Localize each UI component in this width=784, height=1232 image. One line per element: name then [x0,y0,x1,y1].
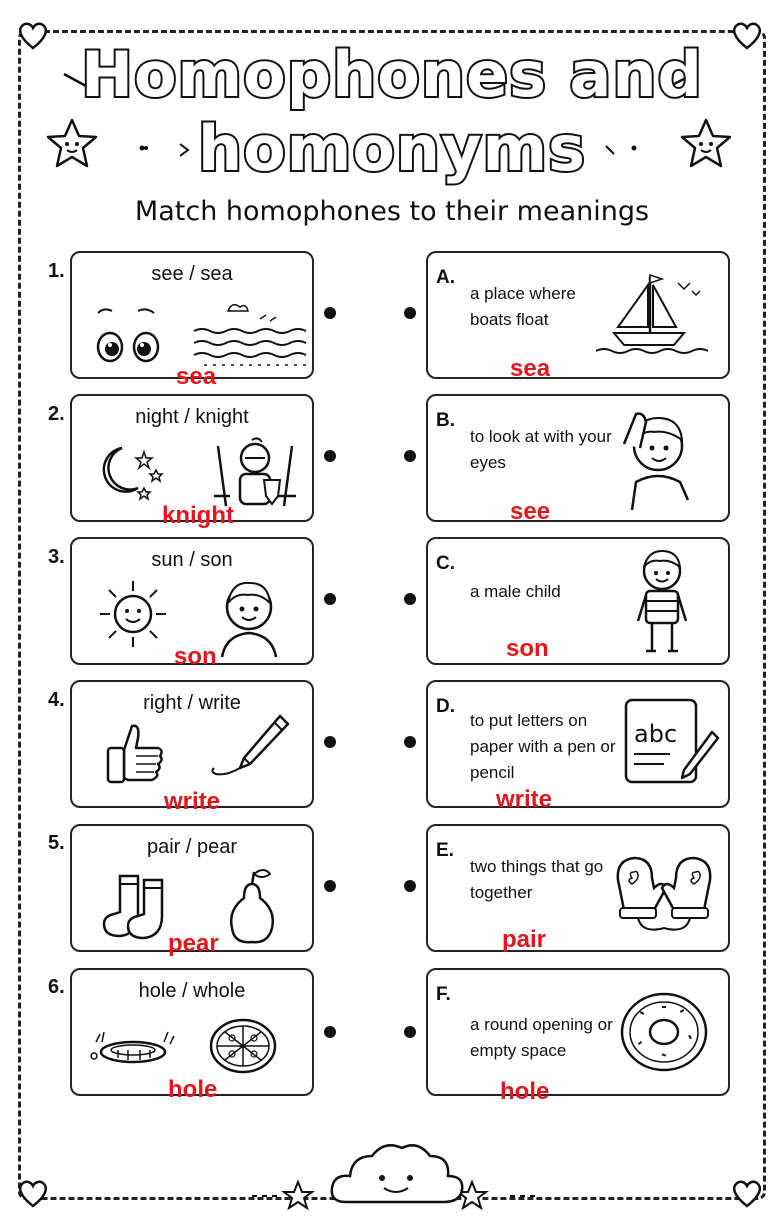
moon-stars-icon [94,442,170,502]
sailboat-icon [596,269,708,361]
match-dot-left[interactable] [324,880,336,892]
donut-icon [618,990,710,1074]
answer-text: hole [500,1078,550,1105]
eyes-icon [94,305,164,365]
answer-text: see [510,498,551,525]
homophone-pair: sun / son [151,549,233,571]
sun-icon [96,577,170,651]
boy-icon [220,575,278,657]
instructions: Match homophones to their meanings [134,196,650,227]
meaning-card [426,824,730,952]
cloud-and-stars-decoration [250,1130,540,1210]
heart-icon [16,1176,50,1210]
item-letter: E. [436,840,454,861]
homophone-card [70,680,314,815]
pizza-icon [208,1016,278,1076]
meaning-text: to look at with your eyes [470,427,612,472]
standing-boy-icon [632,547,692,657]
match-dot-left[interactable] [324,307,336,319]
match-dot-right[interactable] [404,593,416,605]
item-number: 5. [48,832,65,854]
homophone-pair: hole / whole [138,980,246,1002]
answer-text: write [164,788,221,815]
match-dot-left[interactable] [324,1026,336,1038]
meaning-text: a male child [470,582,561,601]
item-letter: C. [436,553,455,574]
meaning-text: a place where boats float [470,284,576,329]
homophone-card [70,968,314,1103]
homophone-pair: see / sea [151,263,233,285]
sea-waves-icon [194,297,306,373]
knight-icon [212,436,298,512]
boy-looking-icon [618,404,702,510]
answer-text: write [496,786,553,813]
item-number: 1. [48,260,65,282]
item-letter: D. [436,696,455,717]
item-number: 6. [48,976,65,998]
homophone-pair: right / write [143,692,241,714]
homophone-card [70,394,314,529]
answer-text: sea [510,355,551,382]
answer-text: sea [176,363,217,390]
match-dot-left[interactable] [324,593,336,605]
meaning-card [426,394,730,525]
item-letter: A. [436,267,455,288]
match-dot-right[interactable] [404,307,416,319]
paper-and-pencil-icon [624,698,720,784]
pear-icon [224,866,280,944]
heart-icon [730,1176,764,1210]
abc-label: abc [634,720,678,748]
answer-text: hole [168,1076,218,1103]
mittens-icon [608,850,720,934]
homophone-card [70,251,314,390]
pencil-icon [206,712,290,780]
homophone-card [70,824,314,957]
match-dot-right[interactable] [404,736,416,748]
match-dot-right[interactable] [404,450,416,462]
page-title-line-1: Homophones and [81,38,703,111]
homophone-card [70,537,314,670]
match-dot-right[interactable] [404,1026,416,1038]
answer-text: knight [162,502,234,529]
meaning-card [426,537,730,665]
match-dot-left[interactable] [324,736,336,748]
thumbs-up-icon [106,722,166,788]
meaning-card [426,968,730,1105]
socks-icon [100,874,174,940]
meaning-text: two things that go together [470,857,604,902]
homophone-pair: night / knight [135,406,249,428]
match-dot-right[interactable] [404,880,416,892]
homophone-pair: pair / pear [146,836,238,858]
answer-text: pear [168,930,219,957]
item-letter: F. [436,984,451,1005]
meaning-text: a round opening or empty space [470,1015,613,1060]
answer-text: pair [502,926,547,953]
meaning-card [426,251,730,382]
hole-icon [90,1022,176,1072]
item-number: 2. [48,403,65,425]
item-number: 3. [48,546,65,568]
answer-text: son [174,643,217,670]
answer-text: son [506,635,549,662]
meaning-text: to put letters on paper with a pen or pencil [470,711,616,782]
item-number: 4. [48,689,65,711]
match-dot-left[interactable] [324,450,336,462]
meaning-card [426,680,730,813]
item-letter: B. [436,410,455,431]
page-title-line-2: homonyms [198,112,586,185]
